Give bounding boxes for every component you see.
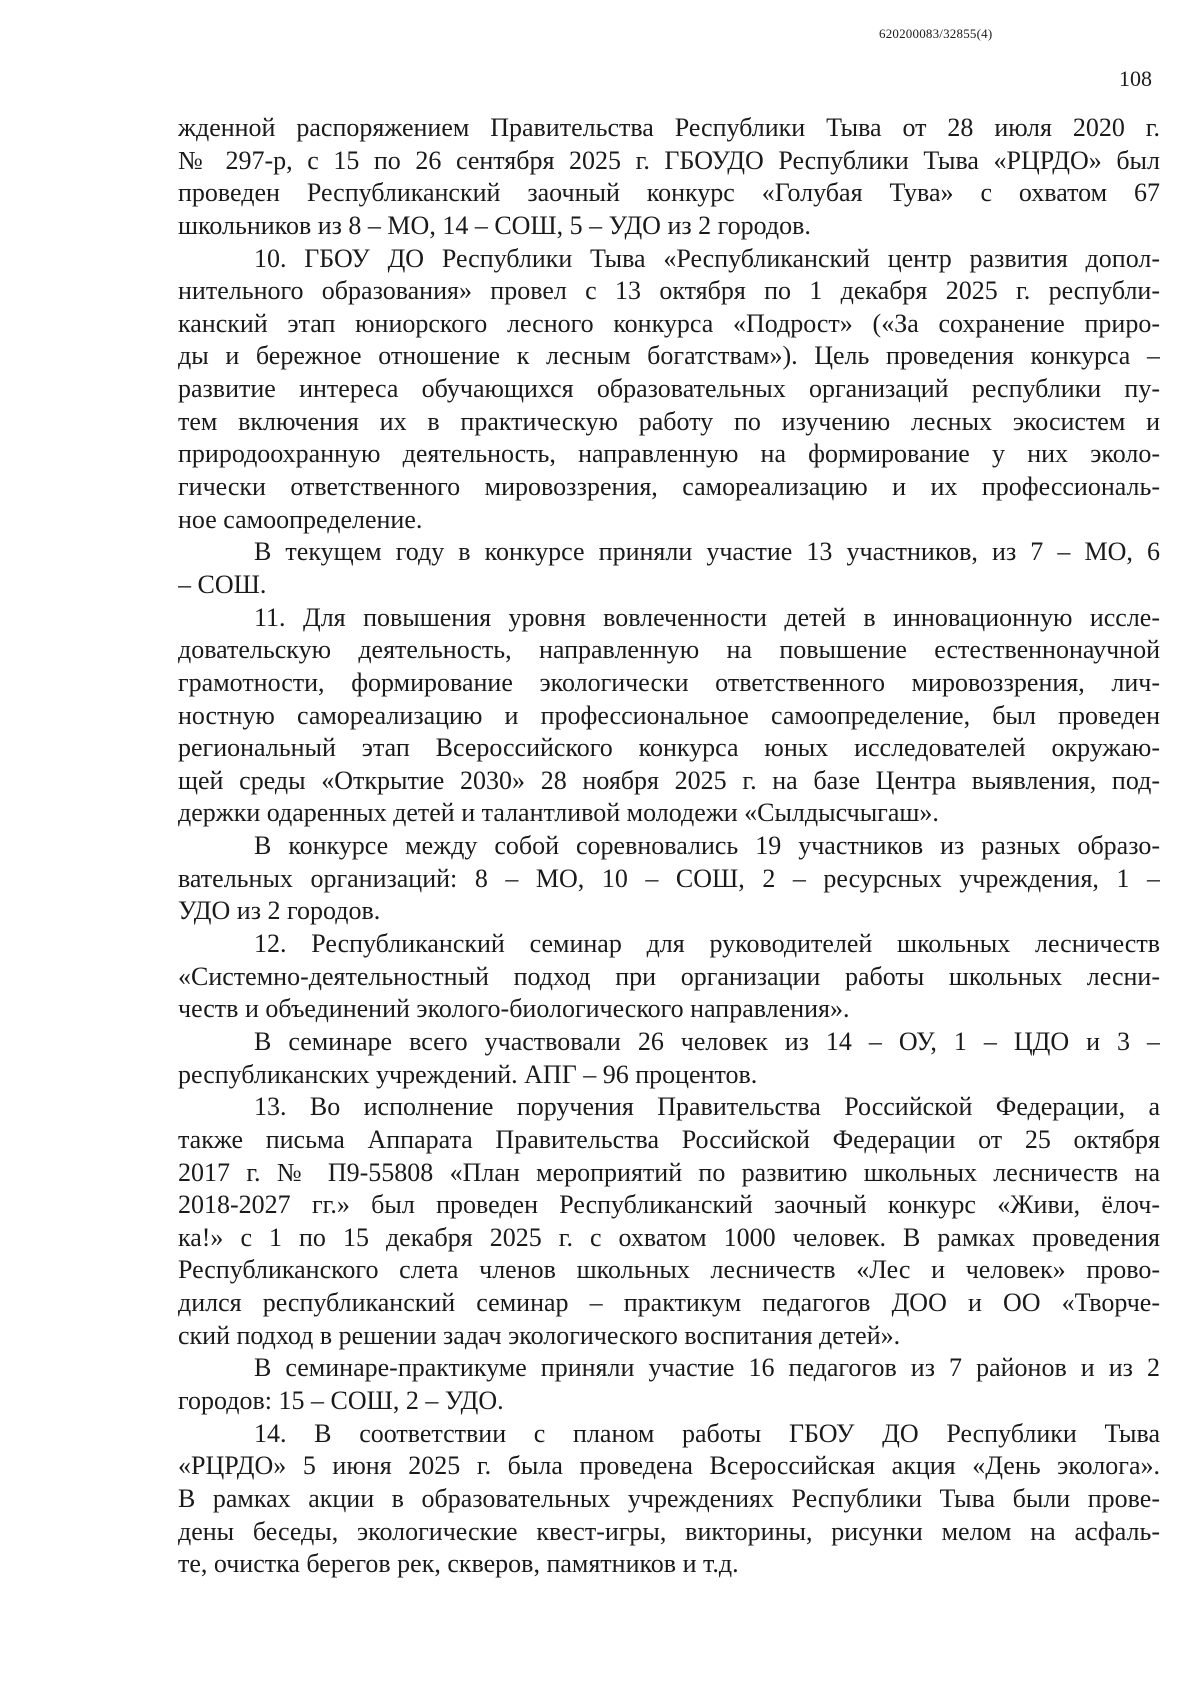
text-line: региональный этап Всероссийского конкурса юных исследователей окружаю- bbox=[178, 733, 1160, 763]
text-line: 12. Республиканский семинар для руководителей школьных лесничеств bbox=[254, 929, 1160, 959]
text-line: ка!» с 1 по 15 декабря 2025 г. с охватом 1000 человек. В рамках проведения bbox=[178, 1222, 1160, 1252]
text-line: тем включения их в практическую работу по изучению лесных экосистем и bbox=[178, 406, 1160, 436]
text-line: В конкурсе между собой соревновались 19 участников из разных образо- bbox=[254, 831, 1160, 861]
text-line: «РЦРДО» 5 июня 2025 г. была проведена Всероссийская акция «День эколога». bbox=[178, 1451, 1160, 1481]
text-line: – СОШ. bbox=[178, 569, 267, 599]
text-line: 14. В соответствии с планом работы ГБОУ ДО Республики Тыва bbox=[254, 1418, 1160, 1448]
text-line: ное самоопределение. bbox=[178, 504, 423, 534]
text-line: также письма Аппарата Правительства Российской Федерации от 25 октября bbox=[178, 1124, 1160, 1154]
text-line: № 297-р, с 15 по 26 сентября 2025 г. ГБОУДО Республики Тыва «РЦРДО» был bbox=[178, 145, 1160, 175]
text-line: ды и бережное отношение к лесным богатствам»). Цель проведения конкурса – bbox=[178, 341, 1160, 371]
text-line: Республиканского слета членов школьных лесничеств «Лес и человек» прово- bbox=[178, 1255, 1160, 1285]
text-line: «Системно-деятельностный подход при организации работы школьных лесни- bbox=[178, 961, 1160, 991]
text-line: щей среды «Открытие 2030» 28 ноября 2025 г. на базе Центра выявления, под- bbox=[178, 765, 1160, 795]
text-line: дены беседы, экологические квест-игры, викторины, рисунки мелом на асфаль- bbox=[178, 1516, 1160, 1546]
text-line: В семинаре-практикуме приняли участие 16 педагогов из 7 районов и из 2 bbox=[254, 1353, 1160, 1383]
text-line: жденной распоряжением Правительства Республики Тыва от 28 июля 2020 г. bbox=[178, 113, 1160, 142]
text-line: вательных организаций: 8 – МО, 10 – СОШ, 2 – ресурсных учреждения, 1 – bbox=[178, 863, 1160, 893]
text-line: республиканских учреждений. АПГ – 96 процентов. bbox=[178, 1059, 758, 1089]
text-line: проведен Республиканский заочный конкурс «Голубая Тува» с охватом 67 bbox=[178, 178, 1160, 208]
text-line: В семинаре всего участвовали 26 человек из 14 – ОУ, 1 – ЦДО и 3 – bbox=[254, 1026, 1160, 1056]
text-line: грамотности, формирование экологически ответственного мировоззрения, лич- bbox=[178, 667, 1160, 697]
document-id: 620200083/32855(4) bbox=[879, 26, 993, 41]
text-line: 11. Для повышения уровня вовлеченности детей в инновационную иссле- bbox=[254, 602, 1160, 632]
text-line: 2018-2027 гг.» был проведен Республиканский заочный конкурс «Живи, ёлоч- bbox=[178, 1190, 1160, 1220]
document-body bbox=[178, 112, 1160, 1581]
page-number: 108 bbox=[1119, 66, 1152, 91]
text-line: 10. ГБОУ ДО Республики Тыва «Республиканский центр развития допол- bbox=[254, 243, 1160, 273]
text-line: честв и объединений эколого-биологического направления». bbox=[178, 994, 850, 1024]
text-line: природоохранную деятельность, направленную на формирование у них эколо- bbox=[178, 439, 1160, 469]
text-line: городов: 15 – СОШ, 2 – УДО. bbox=[178, 1385, 504, 1415]
text-line: канский этап юниорского лесного конкурса «Подрост» («За сохранение приро- bbox=[178, 308, 1160, 338]
text-line: ский подход в решении задач экологического воспитания детей». bbox=[178, 1320, 901, 1350]
text-line: ностную самореализацию и профессиональное самоопределение, был проведен bbox=[178, 700, 1160, 730]
text-line: нительного образования» провел с 13 октября по 1 декабря 2025 г. республи- bbox=[178, 276, 1160, 306]
text-line: УДО из 2 городов. bbox=[178, 896, 381, 926]
text-line: те, очистка берегов рек, скверов, памятников и т.д. bbox=[178, 1549, 739, 1579]
text-line: дился республиканский семинар – практикум педагогов ДОО и ОО «Творче- bbox=[178, 1288, 1160, 1318]
text-line: 2017 г. № П9-55808 «План мероприятий по развитию школьных лесничеств на bbox=[178, 1157, 1160, 1187]
text-line: 13. Во исполнение поручения Правительства Российской Федерации, а bbox=[254, 1092, 1160, 1122]
text-line: держки одаренных детей и талантливой молодежи «Сылдысчыгаш». bbox=[178, 798, 939, 828]
text-line: В рамках акции в образовательных учреждениях Республики Тыва были прове- bbox=[178, 1483, 1160, 1513]
text-line: гически ответственного мировоззрения, самореализацию и их профессиональ- bbox=[178, 472, 1160, 502]
text-line: В текущем году в конкурсе приняли участие 13 участников, из 7 – МО, 6 bbox=[254, 537, 1160, 567]
text-line: развитие интереса обучающихся образовательных организаций республики пу- bbox=[178, 374, 1160, 404]
text-line: школьников из 8 – МО, 14 – СОШ, 5 – УДО из 2 городов. bbox=[178, 210, 811, 240]
text-line: довательскую деятельность, направленную на повышение естественнонаучной bbox=[178, 635, 1160, 665]
